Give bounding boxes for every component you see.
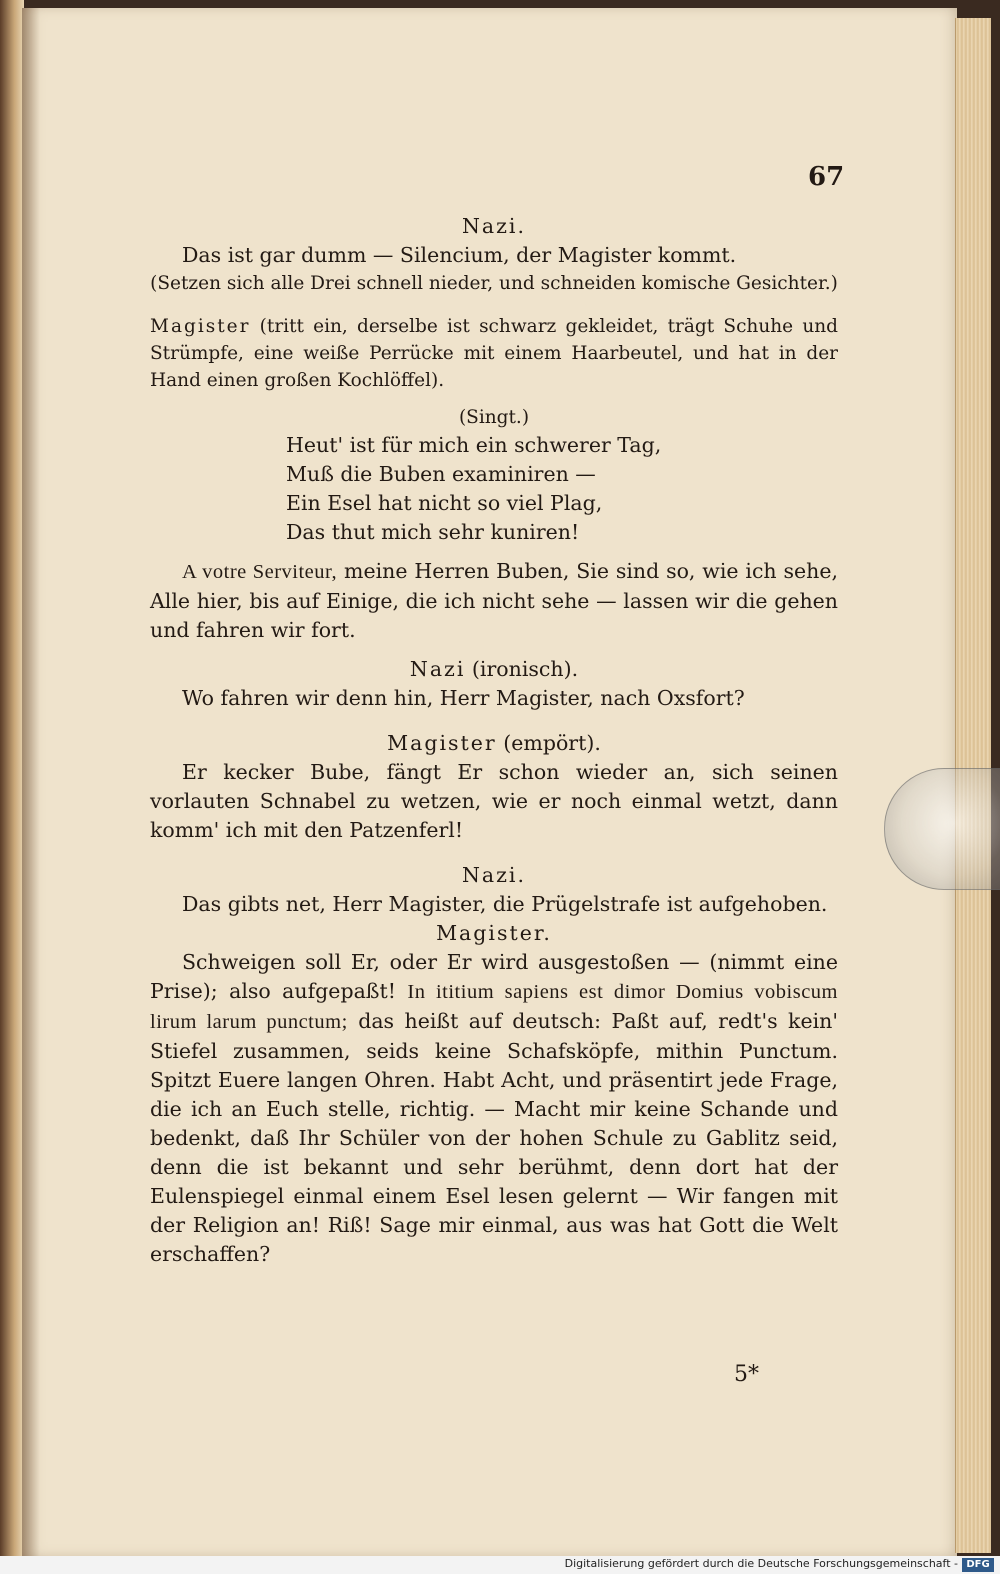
- page-text: [150, 212, 838, 1269]
- speaker-heading: [150, 655, 838, 684]
- page-clip: [884, 768, 1000, 890]
- stage-direction-singt: (Singt.): [458, 407, 530, 428]
- dialogue-text: das heißt auf deutsch: Paßt auf, redt's kein' Stiefel zusammen, seids keine Schafsköpfe, mithin Punctum. Spitzt Euere langen Ohren. Habt Acht, und präsentirt jede Frage, die ich an Euch stelle, richtig. — Macht mir keine Schande und bedenkt, daß Ihr Schüler von der hohen Schule zu Gablitz seid, denn die ist bekannt und sehr berühmt, denn dort hat der Eulenspiegel einmal einem Esel lesen gelernt — Wir fangen mit der Religion an! Riß! Sage mir einmal, aus was hat Gott die Welt erschaffen?: [150, 1009, 838, 1266]
- speaker-nazi: Nazi.: [461, 214, 527, 238]
- footer-credit: Digitalisierung gefördert durch die Deutsche Forschungsgemeinschaft -: [564, 1557, 958, 1570]
- stage-direction: (empört).: [496, 731, 601, 755]
- dialogue-line: Wo fahren wir denn hin, Herr Magister, nach Oxsfort?: [182, 686, 745, 710]
- left-page-edge: [0, 0, 24, 1574]
- dialogue-line: Das ist gar dumm — Silencium, der Magister kommt.: [182, 243, 737, 267]
- latin-phrase: In ititium sapiens est dimor Domius vobiscum lirum larum punctum;: [150, 981, 838, 1033]
- speaker-magister: Magister: [150, 316, 251, 337]
- dialogue-paragraph: [150, 557, 838, 645]
- page-number: 67: [808, 162, 845, 192]
- dialogue-text: Schweigen soll Er, oder Er wird ausgestoßen — (nimmt eine Prise); also aufgepaßt!: [150, 950, 838, 1003]
- stage-direction: (tritt ein, derselbe ist schwarz gekleidet, trägt Schuhe und Strümpfe, eine weiße Perrücke mit einem Haarbeutel, und hat in der Hand einen großen Kochlöffel).: [150, 316, 838, 391]
- verse-line: Muß die Buben examiniren —: [286, 462, 596, 486]
- speaker-magister: Magister: [387, 731, 497, 755]
- dialogue-paragraph: [150, 948, 838, 1269]
- stage-entry-magister: [150, 313, 838, 394]
- stage-direction: (ironisch).: [465, 657, 579, 681]
- page-gutter: [22, 8, 40, 1556]
- song-verse: [286, 431, 706, 547]
- verse-line: Heut' ist für mich ein schwerer Tag,: [286, 433, 662, 457]
- dialogue-paragraph: Das gibts net, Herr Magister, die Prügelstrafe ist aufgehoben.: [182, 892, 828, 916]
- dialogue-paragraph: Er kecker Bube, fängt Er schon wieder an, sich seinen vorlauten Schnabel zu wetzen, wie er noch einmal wetzt, dann komm' ich mit den Patzenferl!: [150, 760, 838, 842]
- verse-line: Das thut mich sehr kuniren!: [286, 520, 580, 544]
- dfg-logo: DFG: [962, 1558, 994, 1572]
- stage-direction: (Setzen sich alle Drei schnell nieder, und schneiden komische Gesichter.): [150, 273, 838, 294]
- speaker-nazi: Nazi.: [461, 863, 527, 887]
- speaker-nazi: Nazi: [409, 657, 466, 681]
- speaker-heading: [150, 729, 838, 758]
- dialogue-text: meine Herren Buben, Sie sind so, wie ich sehe, Alle hier, bis auf Einige, die ich nicht sehe — lassen wir die gehen und fahren wir fort.: [150, 559, 838, 642]
- verse-line: Ein Esel hat nicht so viel Plag,: [286, 491, 603, 515]
- latin-phrase: A votre Serviteur,: [182, 561, 338, 583]
- speaker-magister: Magister.: [436, 921, 552, 945]
- signature-mark: 5*: [734, 1362, 759, 1387]
